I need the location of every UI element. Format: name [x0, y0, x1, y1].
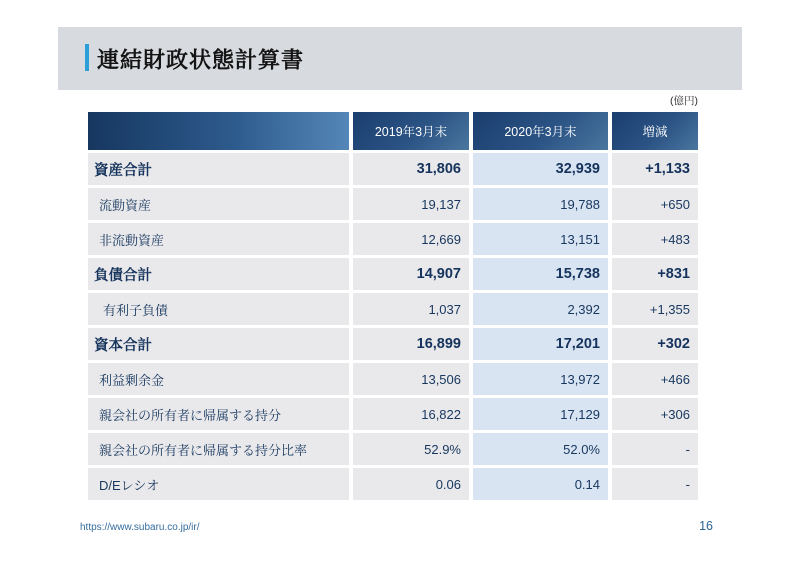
table-cell-change: - [612, 433, 698, 465]
table-cell-2020: 0.14 [473, 468, 608, 500]
table-row-label: 有利子負債 [88, 293, 349, 325]
table-cell-change: +1,355 [612, 293, 698, 325]
table-cell-2020: 52.0% [473, 433, 608, 465]
footer-url: https://www.subaru.co.jp/ir/ [80, 522, 200, 533]
table-row-label: 負債合計 [88, 258, 349, 290]
table-cell-2020: 13,972 [473, 363, 608, 395]
table-cell-change: +1,133 [612, 153, 698, 185]
table-cell-change: +306 [612, 398, 698, 430]
table-cell-2020: 19,788 [473, 188, 608, 220]
table-cell-2019: 13,506 [353, 363, 469, 395]
table-cell-2020: 15,738 [473, 258, 608, 290]
table-row-label: 利益剰余金 [88, 363, 349, 395]
table-cell-change: +466 [612, 363, 698, 395]
table-cell-2019: 16,822 [353, 398, 469, 430]
table-cell-2020: 13,151 [473, 223, 608, 255]
page-number: 16 [699, 519, 713, 533]
table-cell-2019: 19,137 [353, 188, 469, 220]
table-header-2019: 2019年3月末 [353, 112, 469, 150]
table-cell-2019: 52.9% [353, 433, 469, 465]
page-title: 連結財政状態計算書 [97, 47, 305, 72]
table-row-label: 非流動資産 [88, 223, 349, 255]
table-row-label: D/Eレシオ [88, 468, 349, 500]
table-row-label: 資本合計 [88, 328, 349, 360]
table-cell-2020: 2,392 [473, 293, 608, 325]
table-cell-2020: 32,939 [473, 153, 608, 185]
table-cell-2019: 0.06 [353, 468, 469, 500]
financial-position-table [88, 112, 698, 500]
table-header-empty [88, 112, 349, 150]
unit-note: (億円) [670, 95, 698, 107]
table-row-label: 親会社の所有者に帰属する持分比率 [88, 433, 349, 465]
table-cell-2019: 14,907 [353, 258, 469, 290]
table-row-label: 流動資産 [88, 188, 349, 220]
table-row-label: 資産合計 [88, 153, 349, 185]
table-header-change: 増減 [612, 112, 698, 150]
table-cell-2019: 1,037 [353, 293, 469, 325]
table-cell-change: - [612, 468, 698, 500]
table-cell-change: +650 [612, 188, 698, 220]
table-cell-2019: 12,669 [353, 223, 469, 255]
title-accent-bar [85, 44, 89, 71]
table-header-2020: 2020年3月末 [473, 112, 608, 150]
title-band [58, 27, 742, 90]
table-cell-2020: 17,129 [473, 398, 608, 430]
table-cell-change: +831 [612, 258, 698, 290]
table-cell-change: +483 [612, 223, 698, 255]
table-cell-2020: 17,201 [473, 328, 608, 360]
table-cell-2019: 31,806 [353, 153, 469, 185]
table-cell-change: +302 [612, 328, 698, 360]
table-row-label: 親会社の所有者に帰属する持分 [88, 398, 349, 430]
table-cell-2019: 16,899 [353, 328, 469, 360]
